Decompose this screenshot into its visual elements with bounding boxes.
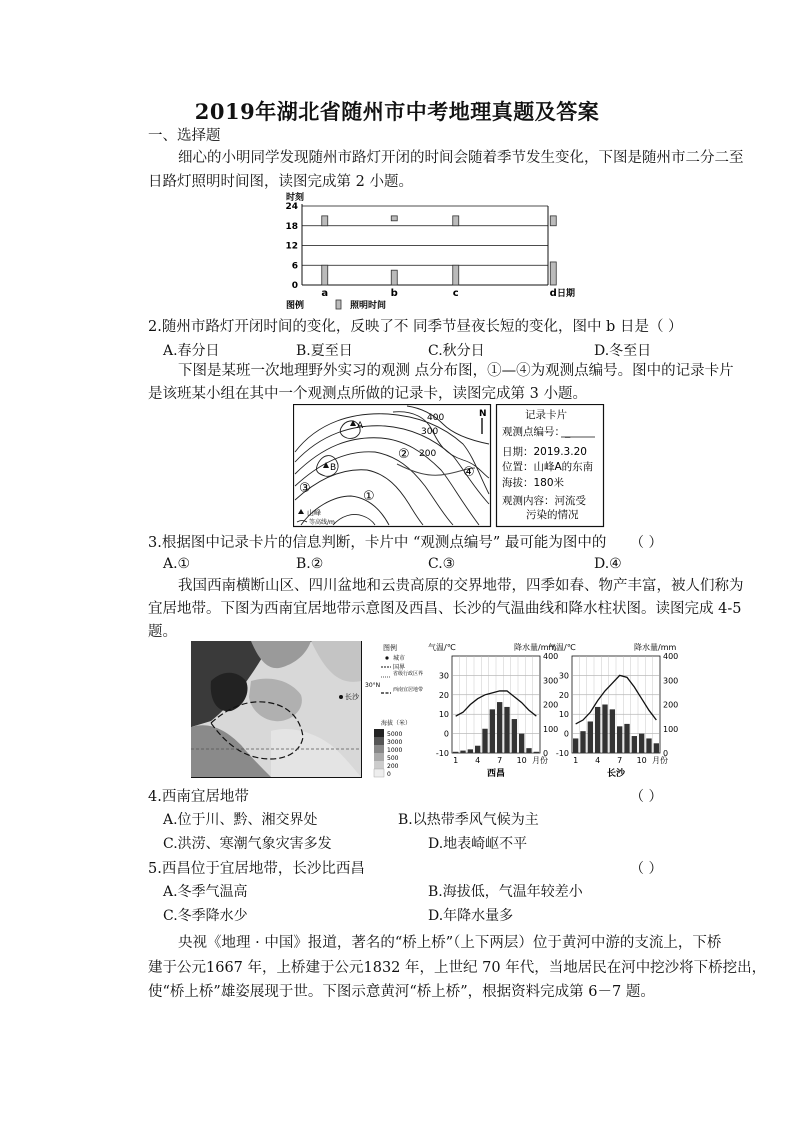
intro-paragraph-2-line-1: 下图是某班一次地理野外实习的观测 点分布图，①—④为观测点编号。图中的记录卡片: [178, 363, 734, 379]
evening-bar-d: [550, 216, 556, 226]
precip-tick-0: 0: [663, 749, 669, 758]
morning-bar-c: [453, 265, 459, 285]
precip-axis-title: 降水量/mm: [634, 643, 677, 652]
question-5-option-c[interactable]: C.冬季降水少: [163, 908, 248, 924]
precip-bar-month-10: [519, 734, 524, 753]
precip-bar-month-8: [624, 724, 629, 753]
altitude-3000: 3000: [387, 739, 403, 746]
temp-axis-title: 气温/℃: [548, 643, 576, 652]
temp-tick-30: 30: [438, 671, 449, 681]
precip-tick-400: 400: [663, 652, 679, 661]
legend-peak-label: 山峰: [307, 509, 321, 517]
morning-bar-b: [391, 270, 397, 285]
precip-bar-month-4: [595, 707, 600, 753]
contour-map-figure: [293, 404, 605, 528]
precip-bar-month-7: [617, 726, 622, 753]
intro-paragraph-1-line-1: 细心的小明同学发现随州市路灯开闭的时间会随着季节发生变化，下图是随州市二分二至: [178, 150, 744, 166]
precip-bar-month-8: [504, 707, 509, 753]
temp-tick--10: -10: [435, 749, 449, 758]
climate-chart-changsha: [548, 640, 694, 782]
legend-item-label: 照明时间: [350, 301, 387, 311]
question-4-option-b[interactable]: B.以热带季风气候为主: [398, 812, 539, 828]
altitude-0: 0: [387, 771, 391, 778]
x-tick-label-c: c: [452, 288, 459, 299]
precip-bar-month-6: [490, 709, 495, 753]
precip-tick-200: 200: [543, 700, 559, 710]
morning-bar-d: [550, 262, 556, 285]
question-5-stem: 5.西昌位于宜居地带，长沙比西昌: [148, 861, 365, 877]
question-3-option-a[interactable]: A.①: [163, 556, 191, 572]
precip-tick-100: 100: [543, 724, 559, 734]
month-tick-10: 10: [516, 756, 527, 765]
precip-bar-month-3: [468, 749, 473, 753]
record-card-content-1: 观测内容：河流受: [502, 495, 586, 507]
precip-tick-300: 300: [543, 676, 559, 686]
record-card-content-2: 污染的情况: [526, 509, 579, 521]
temp-tick-20: 20: [438, 690, 449, 700]
map-legend-province: 省级行政区界: [393, 671, 424, 677]
precip-bar-month-11: [646, 738, 651, 753]
contour-map-frame: [294, 405, 491, 527]
month-tick-7: 7: [497, 756, 503, 765]
temp-tick-0: 0: [563, 729, 569, 739]
observation-point-1: ①: [363, 489, 375, 504]
intro-paragraph-3-line-2: 宜居地带。下图为西南宜居地带示意图及西昌、长沙的气温曲线和降水柱状图。读图完成 4-5: [148, 601, 742, 617]
city-changsha-dot: [339, 695, 343, 699]
question-3-stem: 3.根据图中记录卡片的信息判断，卡片中 “观测点编号” 最可能为图中的: [148, 535, 607, 551]
record-card-point-number: 观测点编号：_: [502, 426, 571, 438]
precip-bar-month-1: [573, 738, 578, 753]
latitude-label: 30°N: [365, 682, 381, 689]
page-title: 2019年湖北省随州市中考地理真题及答案: [194, 99, 600, 124]
record-card-location: 位置：山峰A的东南: [502, 461, 594, 473]
question-3-answer-blank[interactable]: （ ）: [630, 535, 663, 551]
city-name: 西昌: [486, 769, 506, 779]
month-tick-10: 10: [636, 756, 647, 765]
question-5-option-d[interactable]: D.年降水量多: [428, 908, 514, 924]
precip-bar-month-2: [460, 751, 465, 753]
question-4-stem: 4.西南宜居地带: [148, 789, 249, 805]
question-2-option-d[interactable]: D.冬至日: [594, 343, 652, 359]
month-tick-4: 4: [475, 756, 481, 765]
contour-label-300: 300: [421, 427, 439, 437]
legend-contour-label: 等高线/m: [309, 519, 335, 526]
evening-bar-a: [322, 216, 328, 226]
evening-bar-b: [391, 216, 397, 221]
month-unit-label: 月份: [532, 756, 548, 765]
legend-swatch: [336, 300, 341, 309]
peak-a-label: A: [357, 421, 364, 431]
question-3-option-c[interactable]: C.③: [428, 556, 456, 572]
question-4-option-a[interactable]: A.位于川、黔、湘交界处: [163, 812, 318, 828]
section-heading: 一、选择题: [148, 128, 221, 144]
precip-bar-month-7: [497, 702, 502, 753]
contour-label-400: 400: [427, 413, 445, 423]
city-changsha-label: 长沙: [345, 693, 359, 701]
question-4-option-d[interactable]: D.地表崎岖不平: [428, 836, 528, 852]
record-card-altitude: 海拔：180米: [502, 477, 565, 489]
y-axis-title: 时刻: [286, 193, 305, 203]
record-card-title: 记录卡片: [525, 409, 567, 421]
month-unit-label: 月份: [652, 756, 668, 765]
morning-bar-a: [322, 265, 328, 285]
precip-bar-month-2: [580, 731, 585, 753]
intro-paragraph-3-line-3: 题。: [148, 624, 177, 640]
month-tick-7: 7: [617, 756, 623, 765]
question-4-answer-blank[interactable]: （ ）: [630, 789, 663, 805]
precip-bar-month-1: [453, 752, 458, 753]
peak-b-label: B: [330, 463, 337, 473]
precip-bar-month-12: [654, 743, 659, 753]
question-2-option-c[interactable]: C.秋分日: [428, 343, 485, 359]
x-tick-label-a: a: [321, 288, 329, 299]
temp-tick-30: 30: [558, 671, 569, 681]
question-5-option-b[interactable]: B.海拔低，气温年较差小: [428, 884, 583, 900]
temp-tick-20: 20: [558, 690, 569, 700]
x-axis-title: 日期: [557, 289, 576, 299]
precip-bar-month-11: [526, 748, 531, 753]
map-legend-altitude: 海拔（米）: [381, 720, 412, 727]
legend-title: 图例: [286, 301, 305, 311]
precip-tick-400: 400: [543, 652, 559, 661]
precip-bar-month-12: [534, 752, 539, 753]
precip-tick-200: 200: [663, 700, 679, 710]
precip-bar-month-3: [588, 721, 593, 753]
temp-tick--10: -10: [555, 749, 569, 758]
month-tick-4: 4: [595, 756, 601, 765]
precip-bar-month-10: [639, 734, 644, 753]
intro-paragraph-4-line-3: 使“桥上桥”雄姿展现于世。下图示意黄河“桥上桥”，根据资料完成第 6－7 题。: [148, 984, 655, 1000]
precip-tick-100: 100: [663, 724, 679, 734]
question-2-option-b[interactable]: B.夏至日: [296, 343, 353, 359]
temp-tick-10: 10: [558, 710, 569, 720]
question-3-option-d[interactable]: D.④: [594, 556, 622, 572]
question-3-option-b[interactable]: B.②: [296, 556, 324, 572]
intro-paragraph-3-line-1: 我国西南横断山区、四川盆地和云贵高原的交界地带，四季如春、物产丰富，被人们称为: [178, 578, 744, 594]
map-legend-title: 图例: [383, 644, 397, 652]
observation-point-3: ③: [299, 481, 311, 496]
contour-label-200: 200: [419, 449, 437, 459]
precip-bar-month-5: [482, 729, 487, 753]
y-tick-label-24: 24: [285, 202, 298, 212]
intro-paragraph-2-line-2: 是该班某小组在其中一个观测点所做的记录卡，读图完成第 3 小题。: [148, 386, 587, 402]
altitude-200: 200: [387, 763, 399, 770]
observation-point-4: ④: [463, 465, 475, 480]
street-light-chart: [280, 188, 580, 316]
question-5-option-a[interactable]: A.冬季气温高: [163, 884, 248, 900]
precip-bar-month-6: [610, 709, 615, 753]
y-tick-label-6: 6: [291, 261, 298, 272]
y-tick-label-12: 12: [285, 241, 298, 252]
map-legend-zone: 西南宜居地带: [393, 687, 424, 693]
x-tick-label-b: b: [390, 288, 398, 299]
temp-tick-10: 10: [438, 710, 449, 720]
x-tick-label-d: d: [549, 288, 557, 299]
southwest-livable-zone-map: [191, 641, 431, 779]
month-tick-1: 1: [453, 756, 459, 765]
temp-axis-title: 气温/℃: [428, 643, 456, 652]
y-tick-label-18: 18: [285, 221, 298, 232]
month-tick-1: 1: [573, 756, 579, 765]
observation-point-2: ②: [398, 447, 410, 462]
altitude-1000: 1000: [387, 747, 403, 754]
map-legend-border: 国界: [393, 664, 406, 671]
precip-bar-month-5: [602, 705, 607, 754]
precip-bar-month-4: [475, 746, 480, 753]
precip-tick-300: 300: [663, 676, 679, 686]
precip-bar-month-9: [632, 736, 637, 753]
record-card-date: 日期：2019.3.20: [502, 446, 587, 458]
map-legend-city: 城市: [393, 655, 406, 662]
precip-tick-0: 0: [543, 749, 549, 758]
altitude-5000: 5000: [387, 731, 403, 738]
question-2-stem: 2.随州市路灯开闭时间的变化，反映了不 同季节昼夜长短的变化，图中 b 日是（ ）: [148, 319, 683, 335]
altitude-500: 500: [387, 755, 399, 762]
city-name: 长沙: [606, 769, 626, 779]
north-label: N: [479, 409, 487, 419]
question-2-option-a[interactable]: A.春分日: [163, 343, 220, 359]
y-tick-label-0: 0: [291, 281, 298, 291]
intro-paragraph-4-line-1: 央视《地理 · 中国》报道，著名的“桥上桥”（上下两层）位于黄河中游的支流上，下桥: [178, 935, 722, 951]
question-5-answer-blank[interactable]: （ ）: [630, 861, 663, 877]
question-4-option-c[interactable]: C.洪涝、寒潮气象灾害多发: [163, 836, 332, 852]
temp-tick-0: 0: [443, 729, 449, 739]
evening-bar-c: [453, 216, 459, 226]
precip-bar-month-9: [512, 719, 517, 753]
intro-paragraph-4-line-2: 建于公元1667 年，上桥建于公元1832 年，上世纪 70 年代，当地居民在河中挖沙将下桥挖出，: [148, 960, 767, 976]
intro-paragraph-1-line-2: 日路灯照明时间图，读图完成第 2 小题。: [148, 174, 413, 190]
precip-axis-title: 降水量/mm: [514, 643, 557, 652]
